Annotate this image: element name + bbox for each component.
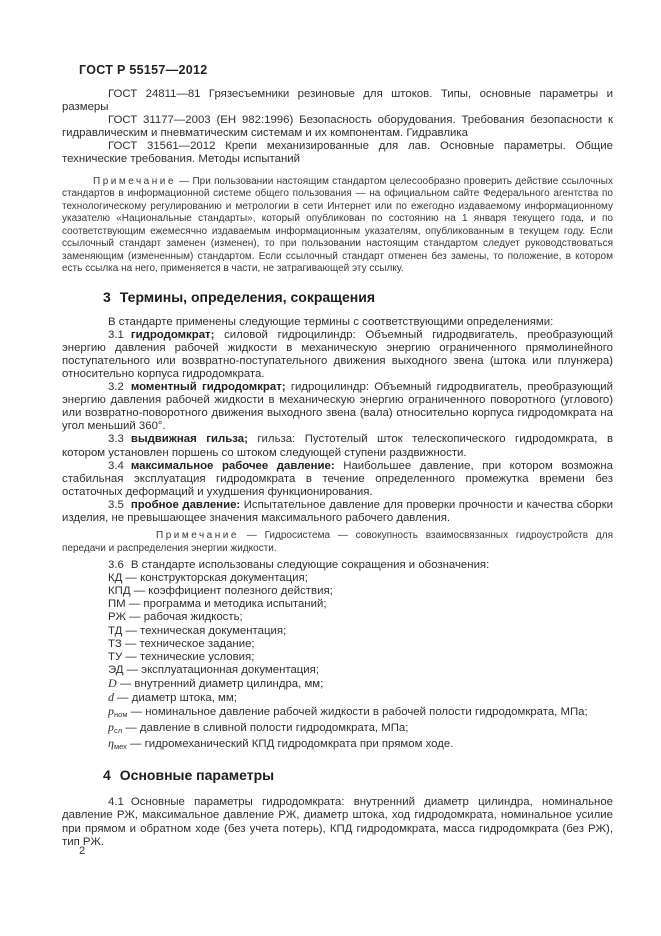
- para-text: Основные параметры гидродомкрата: внутренний диаметр цилиндра, номинальное давление РЖ, максимальное давление РЖ, диаметр штока, ход гидродомкрата, номинальное усилие при прямом и обратном ходе (без учета потерь), КПД гидродомкрата, масса гидродомкрата (без РЖ), тип РЖ.: [62, 796, 613, 848]
- abbr-text: — рабочая жидкость;: [129, 611, 243, 624]
- abbr-text: — диаметр штока, мм;: [117, 692, 237, 704]
- note-label: Примечание: [93, 175, 176, 187]
- abbr-text: — технические условия;: [125, 650, 255, 663]
- abbr-subscript: сл: [114, 726, 123, 736]
- term-definition-3-4: [62, 460, 613, 499]
- running-header: ГОСТ Р 55157—2012: [79, 63, 208, 77]
- abbreviations-intro: [62, 559, 613, 572]
- note-text: — Гидросистема — совокупность взаимосвязанных гидроустройств для передачи и распределения энергии жидкости.: [62, 530, 613, 554]
- abbreviation-item: [62, 691, 613, 705]
- abbr-symbol: РЖ: [108, 611, 126, 624]
- abbr-text: — внутренний диаметр цилиндра, мм;: [119, 677, 324, 690]
- term-name: выдвижная гильза;: [130, 433, 248, 446]
- note-hydrosystem: [62, 530, 613, 555]
- abbr-text: — номинальное давление рабочей жидкости в рабочей полости гидродомкрата, МПа;: [130, 706, 588, 719]
- para-number: 3.6: [108, 559, 124, 572]
- note-references: [62, 176, 613, 276]
- term-text: Испытательное давление для проверки прочности и качества сборки изделия, не превышающее значения максимального рабочего давления.: [62, 498, 613, 524]
- para-number: 4.1: [108, 796, 124, 809]
- page-number: 2: [79, 845, 86, 857]
- abbr-text: — давление в сливной полости гидродомкрата, МПа;: [125, 722, 409, 735]
- abbr-text: — техническая документация;: [125, 624, 287, 637]
- para-text: В стандарте использованы следующие сокращения и обозначения:: [130, 559, 490, 572]
- section-number: 3: [103, 288, 111, 305]
- term-text: Наибольшее давление, при котором возможна стабильная эксплуатация гидродомкрата в течение определенного промежутка времени без остаточных деформаций и ухудшения функционирования.: [62, 459, 613, 498]
- abbr-symbol: р: [108, 704, 114, 719]
- section-number: 4: [103, 767, 111, 784]
- term-number: 3.1: [108, 328, 124, 341]
- abbr-symbol: ТД: [108, 624, 123, 637]
- term-name: гидродомкрат;: [130, 328, 215, 341]
- term-definition-3-5: [62, 499, 613, 525]
- term-name: пробное давление:: [130, 498, 241, 511]
- abbreviation-item: [62, 598, 613, 611]
- term-definition-3-2: [62, 381, 613, 433]
- abbr-subscript: ном: [114, 710, 128, 720]
- note-text: — При пользовании настоящим стандартом целесообразно проверить действие ссылочных стандартов в информационной системе общего пользования — на официальном сайте Федерального агентства по технологическому регулированию и метрологии в сети Интернет или по ежегодно издаваемому информационному указателю «Национальные стандарты», который опубликован по состоянию на 1 января текущего года, и по соответствующим ежемесячно издаваемым информационным указателям, опубликованным в текущем году. Если ссылочный стандарт заменен (изменен), то при пользовании настоящим стандартом следует руководствоваться заменяющим (измененным) стандартом. Если ссылочный стандарт отменен без замены, то положение, в котором есть ссылка на него, применяется в части, не затрагивающей эту ссылку.: [62, 175, 613, 275]
- abbr-symbol: ТУ: [108, 650, 123, 663]
- section-4-heading: [62, 767, 613, 783]
- term-definition-3-3: [62, 433, 613, 459]
- abbr-text: — гидромеханический КПД гидродомкрата при прямом ходе.: [130, 738, 454, 751]
- abbreviation-item: [62, 585, 613, 598]
- abbr-symbol: КД: [108, 572, 123, 585]
- abbr-symbol: ТЗ: [108, 637, 122, 650]
- abbreviation-item: [62, 625, 613, 638]
- abbreviation-item: [62, 705, 613, 721]
- reference-item: ГОСТ 31561—2012 Крепи механизированные для лав. Основные параметры. Общие технические требования. Методы испытаний: [62, 140, 613, 166]
- term-name: моментный гидродомкрат;: [130, 381, 286, 394]
- term-text: гидроцилиндр: Объемный гидродвигатель, преобразующий энергию давления рабочей жидкости в механическую энергию ограниченного поворотного (углового) или возвратно-поворотного движения выходного звена (вала) относительно корпуса гидродомкрата на угол меньший 360°.: [62, 381, 614, 433]
- term-text: гильза: Пустотелый шток телескопического гидродомкрата, в котором установлен поршень со штоком следующей ступени раздвижности.: [62, 433, 613, 459]
- abbreviation-item: [62, 611, 613, 624]
- abbr-symbol: КПД: [108, 585, 131, 598]
- term-text: силовой гидроцилиндр: Объемный гидродвигатель, преобразующий энергию давления рабочей жидкости в механическую энергию ограниченного прямолинейного поступательного или возвратно-поступательного движения выходного звена (штока или плунжера) относительно корпуса гидродомкрата.: [62, 328, 613, 380]
- term-number: 3.4: [108, 459, 124, 472]
- section-3-heading: [62, 289, 613, 305]
- abbr-text: — эксплуатационная документация;: [126, 663, 319, 676]
- abbr-symbol: η: [108, 736, 114, 751]
- term-definition-3-1: [62, 329, 613, 381]
- page-content: [62, 88, 613, 849]
- abbr-text: — техническое задание;: [124, 637, 255, 650]
- term-number: 3.2: [108, 381, 124, 394]
- para-4-1: [62, 796, 613, 848]
- abbreviation-item: [62, 677, 613, 691]
- abbreviation-item: [62, 638, 613, 651]
- abbreviation-item: [62, 664, 613, 677]
- term-number: 3.5: [108, 498, 124, 511]
- abbreviation-item: [62, 651, 613, 664]
- abbr-symbol: D: [108, 675, 117, 690]
- abbr-symbol: р: [108, 720, 114, 735]
- note-label: Примечание: [156, 530, 239, 542]
- term-number: 3.3: [108, 433, 124, 446]
- abbreviation-item: [62, 721, 613, 737]
- section-title: Основные параметры: [119, 767, 275, 784]
- abbr-text: — конструкторская документация;: [125, 572, 308, 585]
- section-3-intro: В стандарте применены следующие термины с соответствующими определениями:: [108, 315, 554, 328]
- term-name: максимальное рабочее давление:: [130, 459, 335, 472]
- abbr-symbol: d: [108, 690, 114, 704]
- reference-item: ГОСТ 24811—81 Грязесъемники резиновые для штоков. Типы, основные параметры и размеры: [62, 88, 613, 114]
- section-title: Термины, определения, сокращения: [119, 288, 375, 305]
- abbr-symbol: ЭД: [108, 663, 124, 676]
- abbr-text: — коэффициент полезного действия;: [133, 585, 333, 598]
- abbr-text: — программа и методика испытаний;: [128, 598, 327, 611]
- abbreviation-item: [62, 737, 613, 753]
- abbr-subscript: мех: [113, 742, 127, 752]
- abbr-symbol: ПМ: [108, 598, 126, 611]
- abbreviation-item: [62, 572, 613, 585]
- reference-item: ГОСТ 31177—2003 (ЕН 982:1996) Безопасность оборудования. Требования безопасности к гидравлическим и пневматическим системам и их компонентам. Гидравлика: [62, 114, 613, 140]
